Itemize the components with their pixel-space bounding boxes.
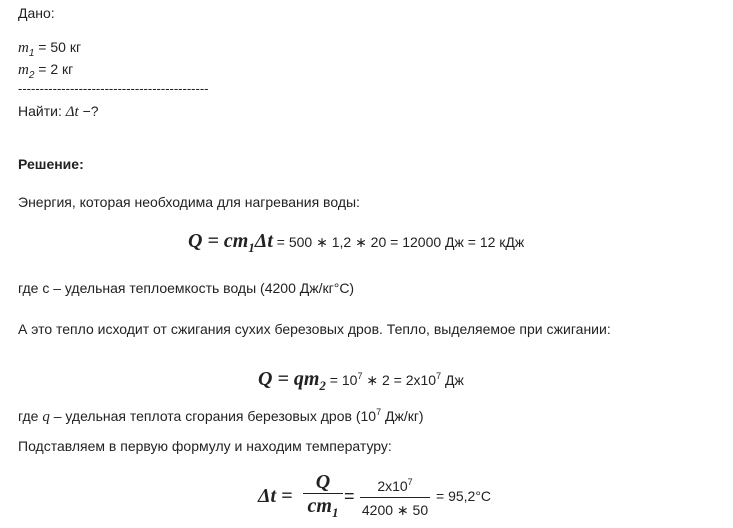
c-note [18,279,354,297]
fraction1-den-text: cm [307,495,332,517]
formula2-lhs: Q = qm [258,368,320,390]
c-note-text: где с – удельная теплоемкость воды (4200 Дж/кг°С) [18,280,355,296]
formula1-lhs: Q = cm [188,230,249,252]
formula1-rhs: = 500 ∗ 1,2 ∗ 20 = 12000 Дж = 12 кДж [272,234,525,250]
formula1-index: 1 [248,240,255,255]
energy-text-content: Энергия, которая необходима для нагревания воды: [18,194,360,210]
formula3-result-wrap [436,484,491,509]
substitute-text [18,437,392,455]
formula-energy [188,229,524,260]
q-note [18,403,424,426]
m2-index: 2 [28,70,35,81]
q-note-b: – удельная теплота сгорания березовых дров (10 [49,408,377,424]
m1-index: 1 [28,48,35,59]
formula3-lhs: Δt = [258,485,293,507]
fraction2-num-exp: 7 [407,477,413,487]
m1-value: = 50 кг [34,39,82,55]
fraction1-numerator: Q [315,471,331,493]
formula2-rhs-a: = 10 [325,372,358,388]
fraction2-numerator [360,471,430,497]
find-label: Найти: [18,103,66,119]
formula3-lhs-wrap [258,484,293,510]
heat-text [18,320,611,338]
fraction2-num-text: 2x10 [377,478,408,494]
given-heading [18,4,55,22]
fraction1-denominator [303,494,343,525]
m2-symbol: m [18,62,29,78]
solution-heading [18,155,84,173]
q-note-a: где [18,408,43,424]
m1-symbol: m [18,40,29,56]
formula2-index: 2 [319,378,326,393]
fraction-q-over-cm [303,471,343,525]
heat-text-content: А это тепло исходит от сжигания сухих березовых дров. Тепло, выделяемое при сжигании: [18,321,611,337]
formula3-eq1: = [344,486,355,506]
formula2-rhs-b-exp: 7 [436,371,442,381]
q-note-exp: 7 [376,407,382,417]
given-separator [18,80,208,98]
formula2-rhs-a-exp: 7 [357,371,363,381]
fraction-numeric [360,471,430,522]
find-tail: −? [78,103,99,119]
find-symbol: Δt [65,104,79,120]
formula2-rhs-c: Дж [441,372,464,388]
separator-text: -------------------------------------------- [18,81,209,96]
formula3-eq1-wrap [344,484,355,510]
q-note-c: Дж/кг) [381,408,424,424]
given-heading-text: Дано: [18,5,55,21]
formula2-rhs-b: ∗ 2 = 2x10 [362,372,437,388]
fraction1-den-index: 1 [331,505,339,520]
formula3-result: = 95,2°С [436,488,492,504]
find-line [18,102,99,121]
m2-value: = 2 кг [34,61,74,77]
solution-heading-text: Решение: [18,156,84,172]
fraction2-denominator: 4200 ∗ 50 [361,502,429,518]
energy-text [18,193,360,211]
formula1-lhs-tail: Δt [254,230,273,252]
formula-heat [258,364,464,398]
q-note-symbol: q [42,409,50,425]
substitute-text-content: Подставляем в первую формулу и находим температуру: [18,438,392,454]
